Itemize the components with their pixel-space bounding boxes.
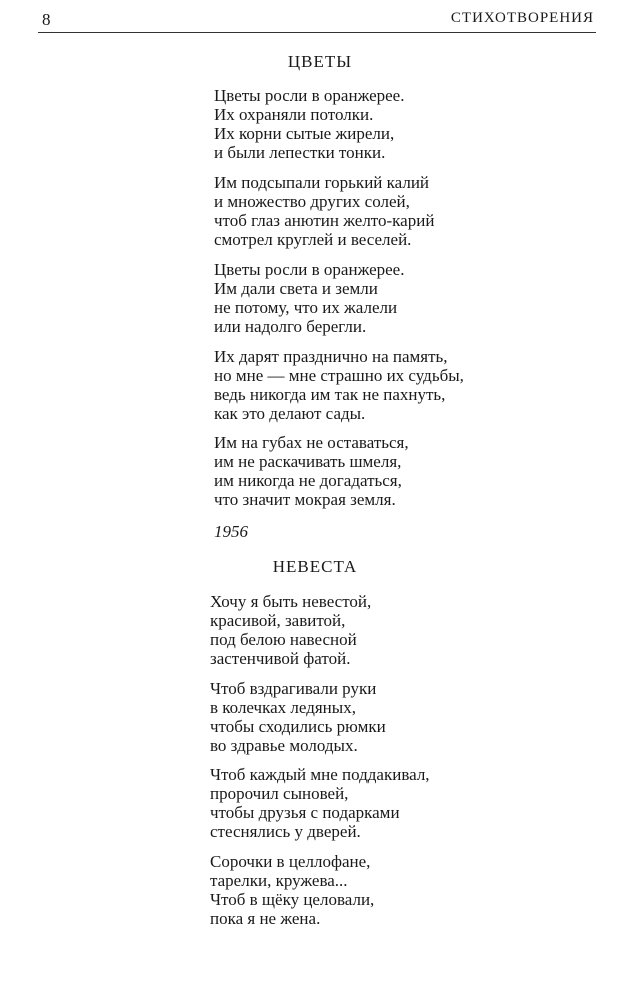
poem-line: Чтоб каждый мне поддакивал, xyxy=(210,765,430,784)
poem-line: чтобы друзья с подарками xyxy=(210,803,400,822)
stanza xyxy=(210,765,430,841)
poem-line: Чтоб вздрагивали руки xyxy=(210,679,377,698)
poem-line: тарелки, кружева... xyxy=(210,871,348,890)
poem-line: Их дарят празднично на память, xyxy=(214,347,448,366)
poem-line: Их охраняли потолки. xyxy=(214,105,374,124)
poem-line: красивой, завитой, xyxy=(210,611,346,630)
stanza xyxy=(210,592,371,668)
stanza xyxy=(214,433,409,509)
stanza xyxy=(214,347,464,423)
poem-line: или надолго берегли. xyxy=(214,317,367,336)
page-header xyxy=(38,8,596,33)
poem-line: застенчивой фатой. xyxy=(210,649,351,668)
poem-year: 1956 xyxy=(214,522,248,541)
stanza xyxy=(210,852,374,928)
page-number: 8 xyxy=(42,10,51,29)
poem-line: чтоб глаз анютин желто-карий xyxy=(214,211,435,230)
poem-line: в колечках ледяных, xyxy=(210,698,356,717)
poem-line: во здравье молодых. xyxy=(210,736,358,755)
poem-line: что значит мокрая земля. xyxy=(214,490,396,509)
poem-line: Им дали света и земли xyxy=(214,279,378,298)
poem-line: смотрел круглей и веселей. xyxy=(214,230,412,249)
poem-line: под белою навесной xyxy=(210,630,357,649)
poem-line: но мне — мне страшно их судьбы, xyxy=(214,366,464,385)
poem-line: пророчил сыновей, xyxy=(210,784,349,803)
poem-line: чтобы сходились рюмки xyxy=(210,717,386,736)
poem-title: ЦВЕТЫ xyxy=(287,52,353,71)
poem-line: не потому, что их жалели xyxy=(214,298,398,317)
poem-line: Цветы росли в оранжерее. xyxy=(214,260,405,279)
running-head: СТИХОТВОРЕНИЯ xyxy=(450,10,594,26)
poem-line: им не раскачивать шмеля, xyxy=(214,452,402,471)
stanza xyxy=(214,260,404,336)
poem-line: и были лепестки тонки. xyxy=(214,143,386,162)
poem-line: и множество других солей, xyxy=(214,192,410,211)
poem-line: ведь никогда им так не пахнуть, xyxy=(214,385,446,404)
stanza xyxy=(214,86,404,162)
poem-title: НЕВЕСТА xyxy=(272,557,358,576)
poem-line: Хочу я быть невестой, xyxy=(210,592,372,611)
poem-line: как это делают сады. xyxy=(214,404,366,423)
stanza xyxy=(210,679,386,755)
poem-line: Цветы росли в оранжерее. xyxy=(214,86,405,105)
poem-line: пока я не жена. xyxy=(210,909,321,928)
stanza xyxy=(214,173,434,249)
poem-line: стеснялись у дверей. xyxy=(210,822,361,841)
poem-line: им никогда не догадаться, xyxy=(214,471,402,490)
poem-line: Чтоб в щёку целовали, xyxy=(210,890,375,909)
poem-line: Им на губах не оставаться, xyxy=(214,433,409,452)
poem-line: Их корни сытые жирели, xyxy=(214,124,395,143)
poem-line: Сорочки в целлофане, xyxy=(210,852,371,871)
poem-line: Им подсыпали горький калий xyxy=(214,173,430,192)
